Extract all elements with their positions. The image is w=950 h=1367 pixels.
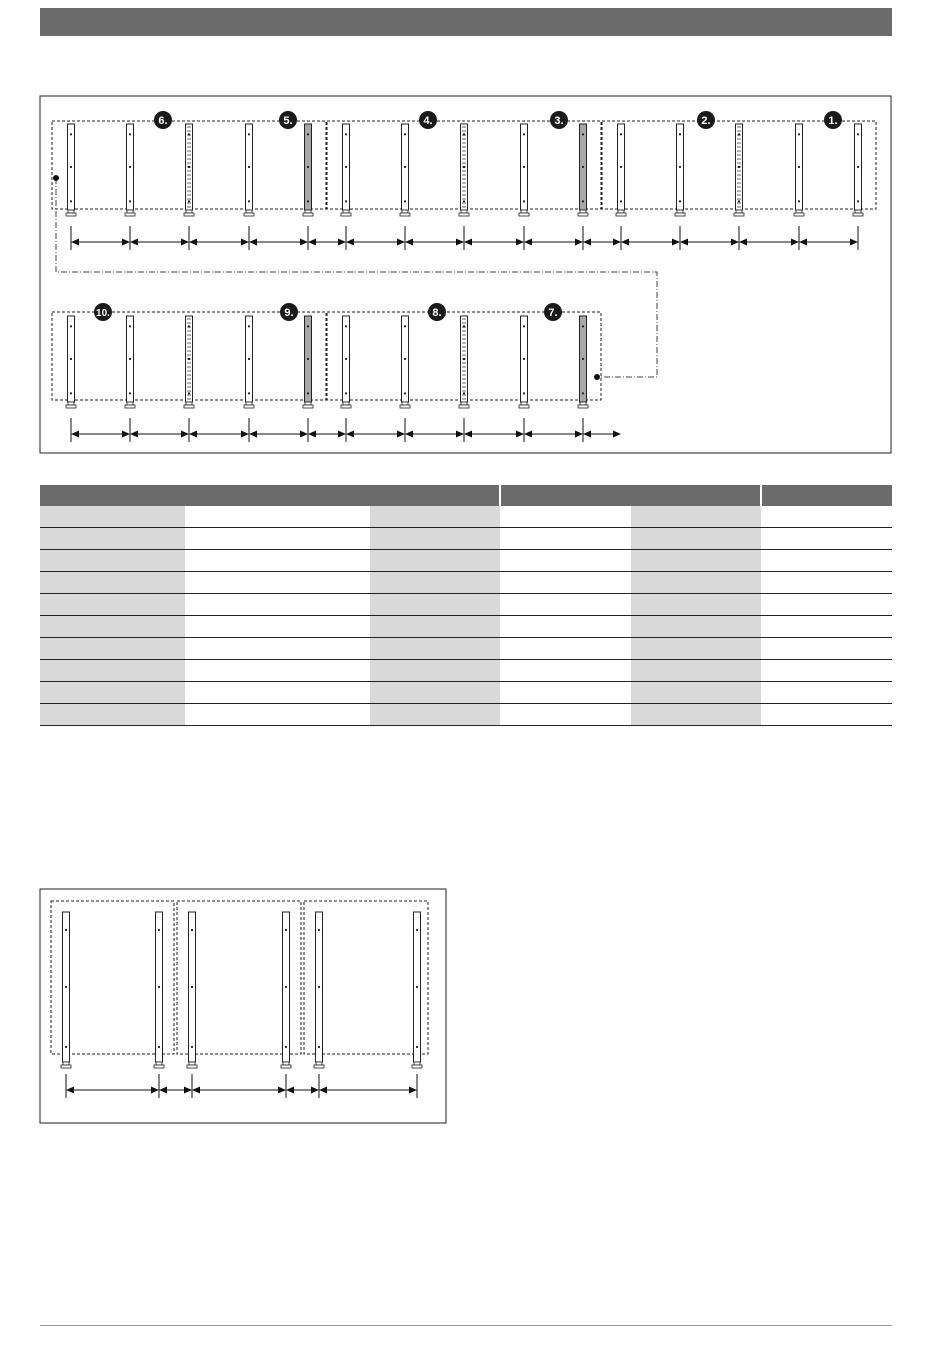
table-cell	[185, 572, 370, 594]
post-b-0	[61, 912, 71, 1068]
table-cell	[40, 550, 185, 572]
table-cell	[370, 660, 500, 682]
table-row	[40, 506, 892, 528]
table-cell	[185, 616, 370, 638]
table-cell	[500, 506, 631, 528]
post-r2-3	[244, 316, 254, 408]
table-row	[40, 704, 892, 726]
table-cell	[185, 660, 370, 682]
post-r1-3	[244, 124, 254, 216]
post-r1-7	[459, 124, 469, 216]
module-badge-3	[550, 111, 568, 129]
post-r1-6	[400, 124, 410, 216]
module-badge-7	[544, 303, 562, 321]
post-r1-1	[125, 124, 135, 216]
svg-text:4.: 4.	[423, 115, 433, 127]
post-r2-5	[341, 316, 351, 408]
table-row	[40, 594, 892, 616]
post-b-1	[154, 912, 164, 1068]
table-header-group-3	[761, 485, 892, 506]
table-cell	[500, 682, 631, 704]
svg-text:2.: 2.	[701, 115, 711, 127]
table-cell	[370, 704, 500, 726]
table-cell	[631, 660, 761, 682]
spec-table	[40, 485, 892, 726]
post-r2-2	[184, 316, 194, 408]
table-cell	[500, 528, 631, 550]
table-cell	[185, 528, 370, 550]
module-badge-5	[279, 111, 297, 129]
table-cell	[631, 550, 761, 572]
table-cell	[761, 594, 892, 616]
svg-text:10.: 10.	[96, 308, 110, 319]
table-row	[40, 528, 892, 550]
post-r1-12	[734, 124, 744, 216]
table-cell	[631, 572, 761, 594]
module-badge-2	[697, 111, 715, 129]
post-r2-8	[519, 316, 529, 408]
table-cell	[370, 594, 500, 616]
table-cell	[40, 704, 185, 726]
row1-dimension-arrows	[71, 226, 858, 250]
table-cell	[631, 594, 761, 616]
table-cell	[370, 638, 500, 660]
table-cell	[40, 638, 185, 660]
table-row	[40, 572, 892, 594]
row2-dimension-arrows	[71, 418, 620, 442]
table-cell	[761, 638, 892, 660]
table-row	[40, 616, 892, 638]
table-cell	[40, 528, 185, 550]
table-cell	[761, 660, 892, 682]
table-cell	[185, 506, 370, 528]
table-cell	[185, 638, 370, 660]
module-badge-4	[419, 111, 437, 129]
table-cell	[500, 572, 631, 594]
post-r2-4	[303, 316, 313, 408]
post-b-2	[187, 912, 197, 1068]
post-b-3	[281, 912, 291, 1068]
bottom-posts	[61, 912, 422, 1068]
table-cell	[185, 682, 370, 704]
post-r1-9	[578, 124, 588, 216]
post-r1-4	[303, 124, 313, 216]
table-header-row	[40, 485, 892, 506]
table-cell	[370, 506, 500, 528]
table-cell	[185, 704, 370, 726]
connection-line	[56, 178, 657, 377]
module-badge-6	[154, 111, 172, 129]
table-cell	[500, 704, 631, 726]
table-cell	[761, 616, 892, 638]
module-badge-1	[824, 111, 842, 129]
module-badge-10	[94, 303, 112, 321]
table-cell	[631, 638, 761, 660]
table-cell	[40, 594, 185, 616]
footer-rule	[40, 1325, 892, 1326]
table-cell	[185, 594, 370, 616]
post-r2-7	[459, 316, 469, 408]
table-cell	[631, 506, 761, 528]
table-cell	[40, 572, 185, 594]
table-cell	[761, 704, 892, 726]
post-r1-14	[853, 124, 863, 216]
table-row	[40, 638, 892, 660]
table-cell	[761, 572, 892, 594]
table-cell	[370, 682, 500, 704]
post-r1-11	[675, 124, 685, 216]
post-r1-5	[341, 124, 351, 216]
post-r1-8	[519, 124, 529, 216]
table-row	[40, 682, 892, 704]
post-r2-6	[400, 316, 410, 408]
table-cell	[370, 528, 500, 550]
table-cell	[500, 638, 631, 660]
table-header-group-1	[40, 485, 500, 506]
connection-end-dot	[594, 374, 600, 380]
table-cell	[40, 616, 185, 638]
table-cell	[40, 506, 185, 528]
row1-posts	[66, 124, 863, 216]
table-cell	[631, 704, 761, 726]
table-cell	[40, 682, 185, 704]
table-cell	[370, 616, 500, 638]
post-b-5	[412, 912, 422, 1068]
table-cell	[631, 682, 761, 704]
table-cell	[631, 616, 761, 638]
row2-module-frames	[52, 312, 601, 400]
table-cell	[370, 550, 500, 572]
svg-text:6.: 6.	[158, 115, 168, 127]
svg-text:1.: 1.	[828, 115, 838, 127]
svg-text:8.: 8.	[432, 307, 442, 319]
svg-text:3.: 3.	[554, 115, 564, 127]
bottom-module-frames	[51, 901, 428, 1054]
table-cell	[500, 616, 631, 638]
post-r1-13	[794, 124, 804, 216]
post-r2-0	[66, 316, 76, 408]
table-cell	[40, 660, 185, 682]
table-row	[40, 550, 892, 572]
post-r1-10	[616, 124, 626, 216]
svg-text:9.: 9.	[284, 307, 294, 319]
table-cell	[761, 550, 892, 572]
table-cell	[370, 572, 500, 594]
post-r1-0	[66, 124, 76, 216]
module-badge-9	[280, 303, 298, 321]
table-cell	[500, 550, 631, 572]
table-cell	[500, 660, 631, 682]
svg-text:7.: 7.	[548, 307, 558, 319]
table-cell	[761, 528, 892, 550]
post-r2-1	[125, 316, 135, 408]
table-row	[40, 660, 892, 682]
table-cell	[631, 528, 761, 550]
diagram-frame-bottom	[40, 889, 446, 1123]
table-cell	[500, 594, 631, 616]
svg-text:5.: 5.	[283, 115, 293, 127]
table-cell	[761, 506, 892, 528]
post-b-4	[314, 912, 324, 1068]
post-r2-9	[578, 316, 588, 408]
table-header-group-2	[500, 485, 761, 506]
module-badge-8	[428, 303, 446, 321]
connection-start-dot	[53, 175, 59, 181]
table-cell	[185, 550, 370, 572]
post-r1-2	[184, 124, 194, 216]
bottom-dimension-arrows	[66, 1074, 417, 1098]
table-cell	[761, 682, 892, 704]
